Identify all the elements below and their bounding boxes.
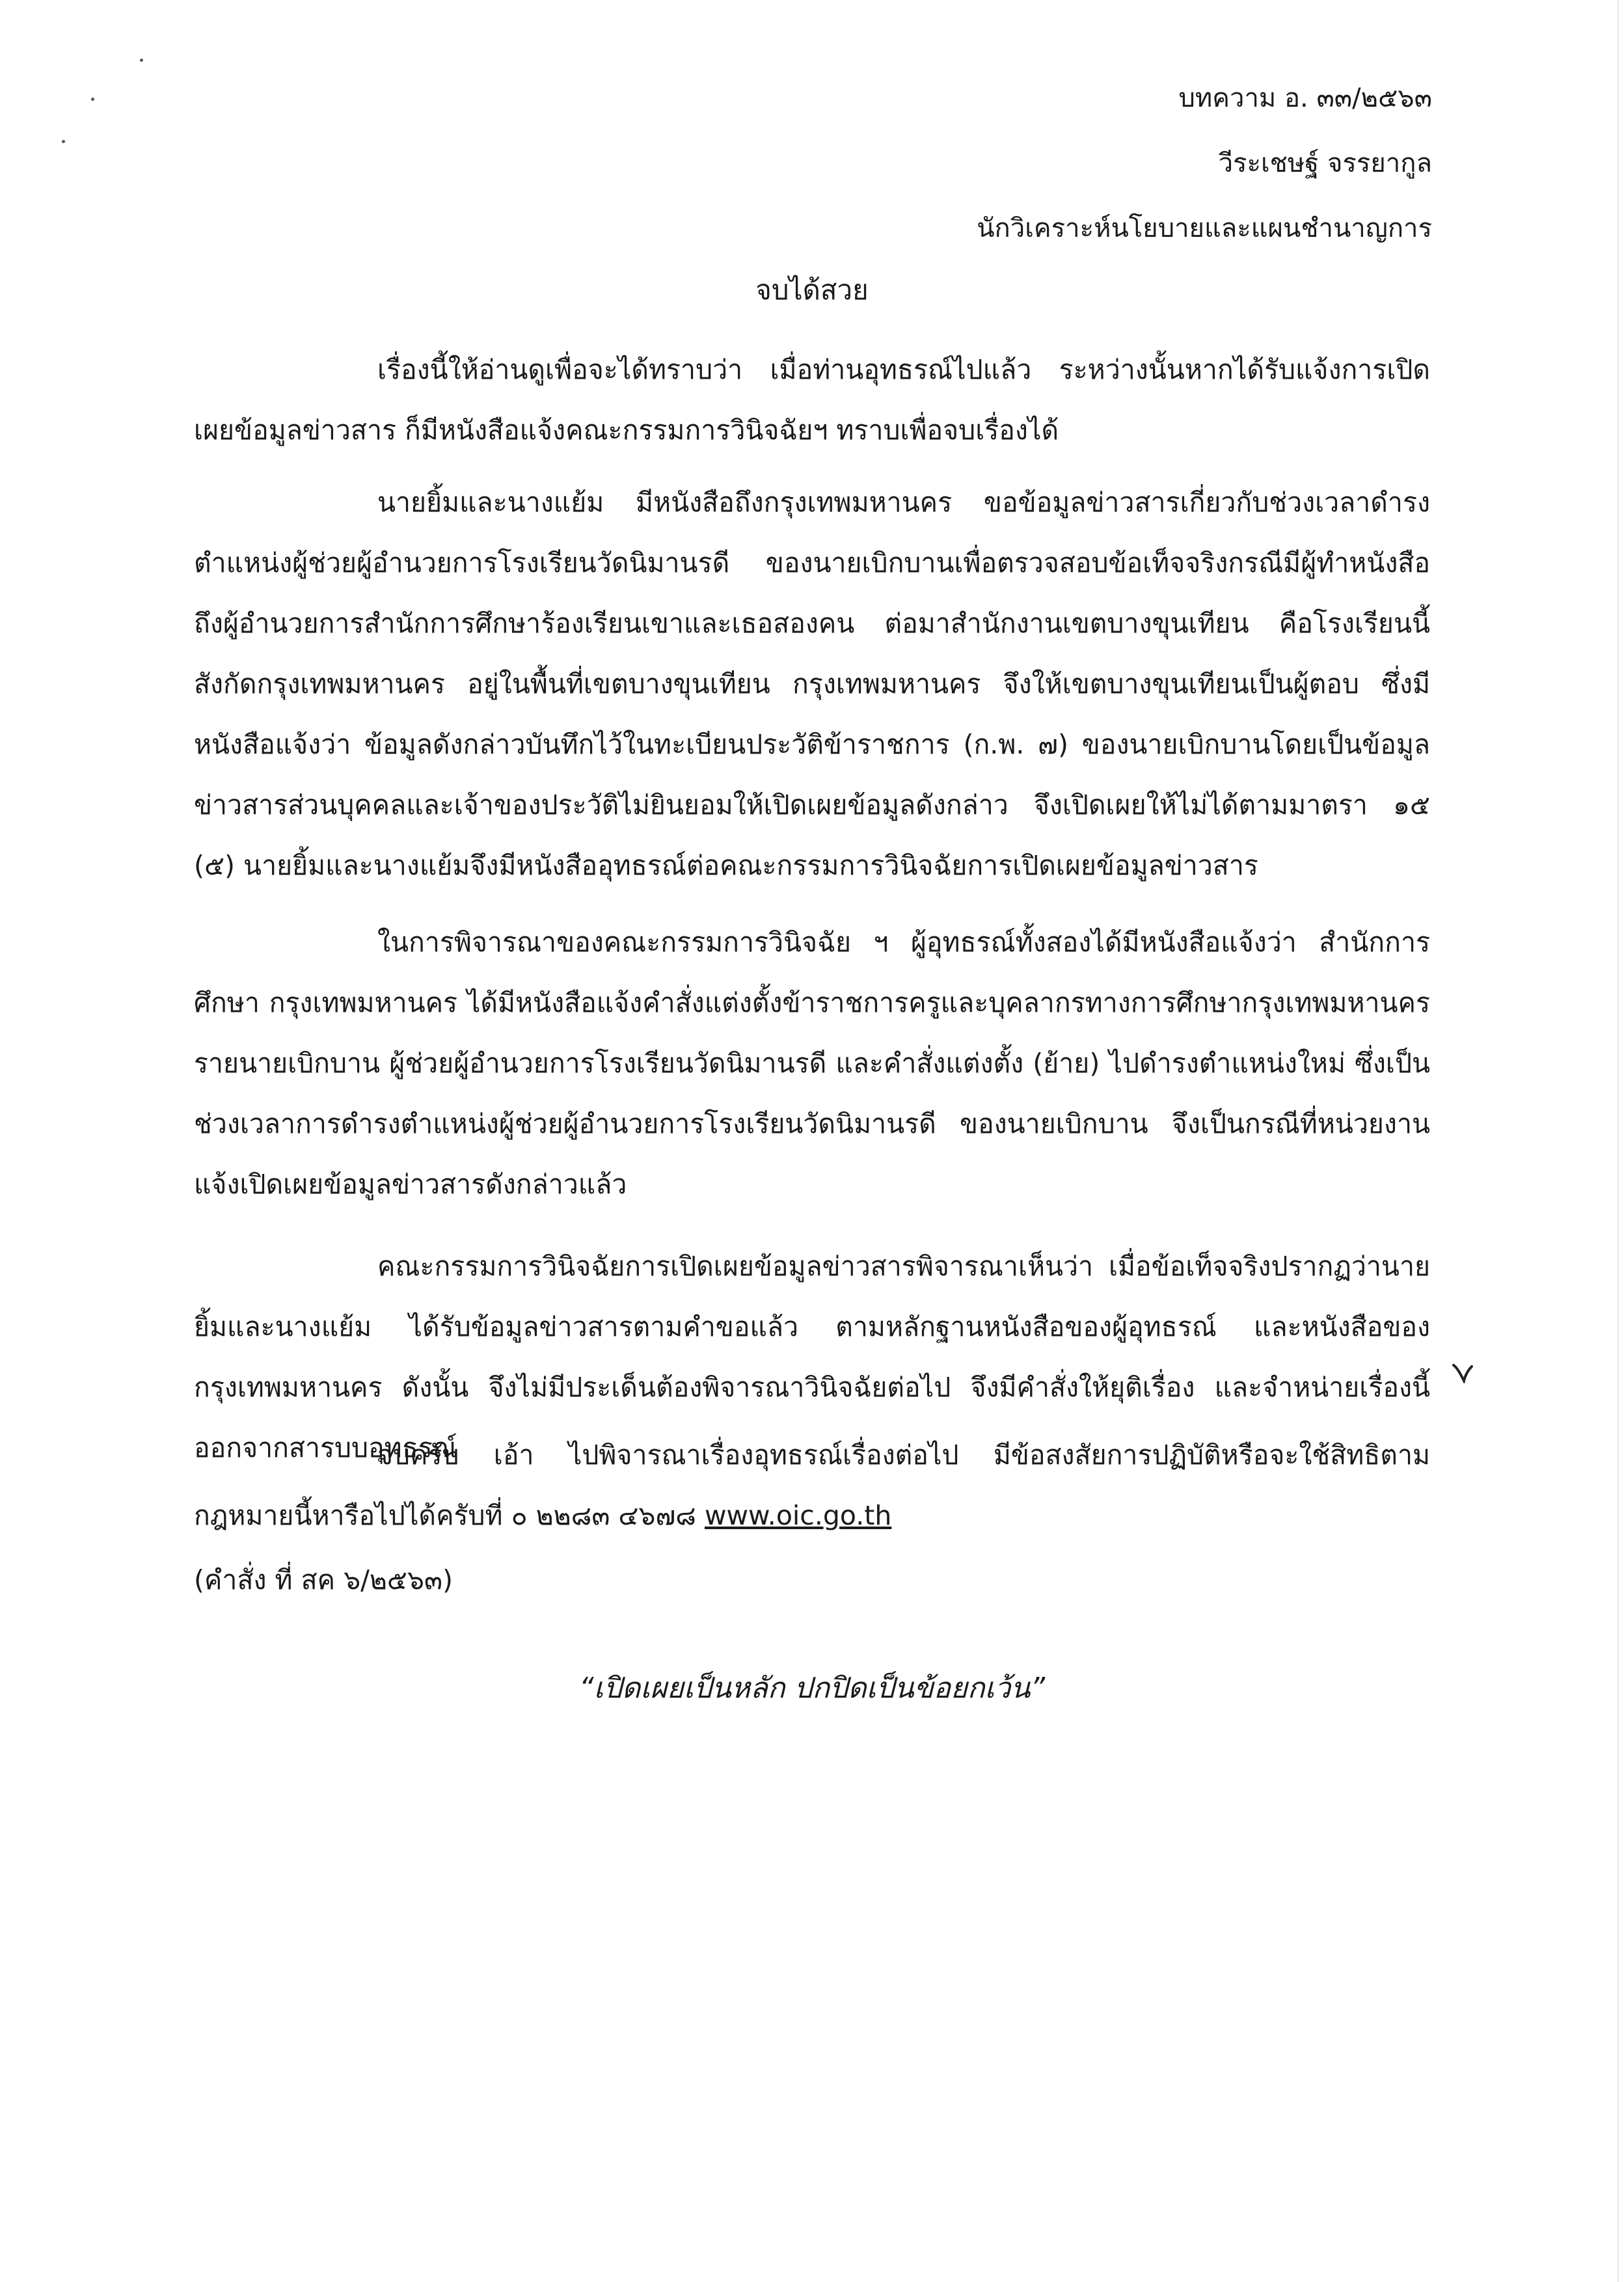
scan-edge-line [1617,0,1619,2282]
scan-speck [91,98,94,101]
paragraph-decision: คณะกรรมการวินิจฉัยการเปิดเผยข้อมูลข่าวสารพิจารณาเห็นว่า เมื่อข้อเท็จจริงปรากฏว่านายยิ้มและนางแย้ม ได้รับข้อมูลข่าวสารตามคำขอแล้ว ตามหลักฐานหนังสือของผู้อุทธรณ์ และหนังสือของกรุงเทพมหานคร ดังนั้น จึงไม่มีประเด็นต้องพิจารณาวินิจฉัยต่อไป จึงมีคำสั่งให้ยุติเรื่อง และจำหน่ายเรื่องนี้ออกจากสารบบอุทธรณ์ [194,1251,1430,1463]
order-reference: (คำสั่ง ที่ สค ๖/๒๕๖๓) [194,1564,453,1596]
paragraph-consideration: ในการพิจารณาของคณะกรรมการวินิจฉัย ฯ ผู้อุทธรณ์ทั้งสองได้มีหนังสือแจ้งว่า สำนักการศึกษา กรุงเทพมหานคร ได้มีหนังสือแจ้งคำสั่งแต่งตั้งข้าราชการครูและบุคลากรทางการศึกษากรุงเทพมหานคร รายนายเบิกบาน ผู้ช่วยผู้อำนวยการโรงเรียนวัดนิมานรดี และคำสั่งแต่งตั้ง (ย้าย) ไปดำรงตำแหน่งใหม่ ซึ่งเป็นช่วงเวลาการดำรงตำแหน่งผู้ช่วยผู้อำนวยการโรงเรียนวัดนิมานรดี ของนายเบิกบาน จึงเป็นกรณีที่หน่วยงานแจ้งเปิดเผยข้อมูลข่าวสารดังกล่าวแล้ว [194,927,1430,1200]
paragraph-intro: เรื่องนี้ให้อ่านดูเพื่อจะได้ทราบว่า เมื่อท่านอุทธรณ์ไปแล้ว ระหว่างนั้นหากได้รับแจ้งการเปิดเผยข้อมูลข่าวสาร ก็มีหนังสือแจ้งคณะกรรมการวินิจฉัยฯ ทราบเพื่อจบเรื่องได้ [194,354,1430,446]
article-number: บทความ อ. ๓๓/๒๕๖๓ [1178,83,1432,113]
author-position: นักวิเคราะห์นโยบายและแผนชำนาญการ [977,213,1432,243]
paragraph-facts: นายยิ้มและนางแย้ม มีหนังสือถึงกรุงเทพมหานคร ขอข้อมูลข่าวสารเกี่ยวกับช่วงเวลาดำรงตำแหน่งผู้ช่วยผู้อำนวยการโรงเรียนวัดนิมานรดี ของนายเบิกบานเพื่อตรวจสอบข้อเท็จจริงกรณีมีผู้ทำหนังสือถึงผู้อำนวยการสำนักการศึกษาร้องเรียนเขาและเธอสองคน ต่อมาสำนักงานเขตบางขุนเทียน คือโรงเรียนนี้สังกัดกรุงเทพมหานคร อยู่ในพื้นที่เขตบางขุนเทียน กรุงเทพมหานคร จึงให้เขตบางขุนเทียนเป็นผู้ตอบ ซึ่งมีหนังสือแจ้งว่า ข้อมูลดังกล่าวบันทึกไว้ในทะเบียนประวัติข้าราชการ (ก.พ. ๗) ของนายเบิกบานโดยเป็นข้อมูลข่าวสารส่วนบุคคลและเจ้าของประวัติไม่ยินยอมให้เปิดเผยข้อมูลดังกล่าว จึงเปิดเผยให้ไม่ได้ตามมาตรา ๑๕ (๕) นายยิ้มและนางแย้มจึงมีหนังสืออุทธรณ์ต่อคณะกรรมการวินิจฉัยการเปิดเผยข้อมูลข่าวสาร [194,487,1430,881]
scan-speck [140,59,143,62]
scan-speck [62,140,65,143]
handwritten-page-mark-icon [1451,1361,1473,1383]
document-title: จบได้สวย [755,274,869,306]
author-name: วีระเชษฐ์ จรรยากูล [1218,148,1432,178]
paragraph-closing [194,1425,1430,1546]
website-link[interactable]: www.oic.go.th [704,1500,892,1531]
slogan: “เปิดเผยเป็นหลัก ปกปิดเป็นข้อยกเว้น” [578,1672,1046,1705]
closing-text: จบครับ เอ้า ไปพิจารณาเรื่องอุทธรณ์เรื่องต่อไป มีข้อสงสัยการปฏิบัติหรือจะใช้สิทธิตามกฎหมายนี้หารือไปได้ครับที่ ๐ ๒๒๘๓ ๔๖๗๘ [194,1439,1430,1531]
